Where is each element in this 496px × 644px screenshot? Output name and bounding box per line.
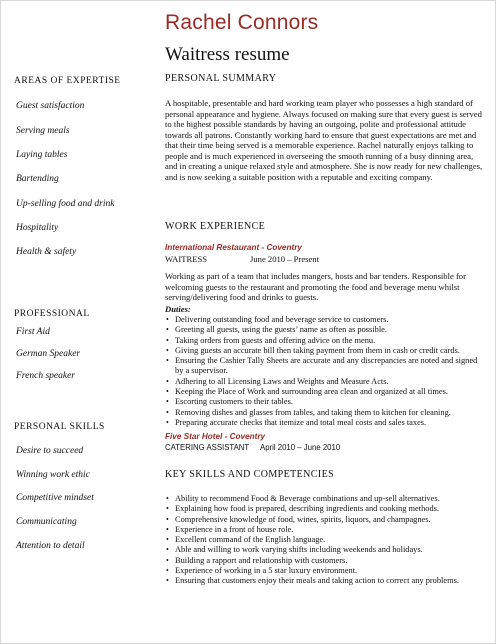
duty-item: • Keeping the Place of Work and surrounding area clean and organized at all times. xyxy=(165,387,487,397)
professional-item: First Aid xyxy=(16,327,50,337)
duty-item: • Removing dishes and glasses from tables, and taking them to kitchen for cleaning. xyxy=(165,408,487,418)
candidate-name: Rachel Connors xyxy=(165,11,319,34)
skills-heading: KEY SKILLS AND COMPETENCIES xyxy=(165,469,335,480)
duty-item: • Delivering outstanding food and beverage service to customers. xyxy=(165,315,487,325)
duties-label: Duties: xyxy=(165,304,191,314)
duty-item: • Ensuring the Cashier Tally Sheets are accurate and any discrepancies are noted and signed by a supervisor. xyxy=(165,356,487,377)
summary-text: A hospitable, presentable and hard working team player who possesses a high standard of personal appearance and hygiene. Always focused on making sure that every guest is served to the highest possible standards by having an outgoing, polite and professional attitude towards all patrons. Constantly working hard to ensure that guest expectations are met and that their time being served is a memorable experience. Rachel naturally enjoys talking to people and is much experienced in overseeing the smooth running of a busy dinning area, and in creating a unique relaxed style and atmosphere. She is now ready for new challenges, and is now seeking a suitable position with a reputable and exciting company. xyxy=(165,98,483,182)
skill-item: • Explaining how food is prepared, describing ingredients and cooking methods. xyxy=(165,504,487,514)
duty-item: • Greeting all guests, using the guests’ name as often as possible. xyxy=(165,325,487,335)
duty-item: • Escorting customers to their tables. xyxy=(165,397,487,407)
experience-heading: WORK EXPERIENCE xyxy=(165,221,266,232)
expertise-heading: AREAS OF EXPERTISE xyxy=(14,76,121,86)
personal-item: Attention to detail xyxy=(16,541,85,551)
skill-item: • Ability to recommend Food & Beverage combinations and up-sell alternatives. xyxy=(165,494,487,504)
resume-subtitle: Waitress resume xyxy=(165,44,290,65)
personal-item: Desire to succeed xyxy=(16,446,84,456)
summary-heading: PERSONAL SUMMARY xyxy=(165,73,277,84)
expertise-item: Up-selling food and drink xyxy=(16,199,115,209)
personal-item: Winning work ethic xyxy=(16,470,90,480)
expertise-item: Serving meals xyxy=(16,126,70,136)
professional-item: German Speaker xyxy=(16,349,81,359)
job2-role: CATERING ASSISTANT xyxy=(165,443,250,452)
skill-item: • Able and willing to work varying shifts including weekends and holidays. xyxy=(165,545,487,555)
expertise-item: Guest satisfaction xyxy=(16,101,85,111)
expertise-item: Bartending xyxy=(16,174,59,184)
job1-role: WAITRESS xyxy=(165,254,208,264)
duty-item: • Taking orders from guests and offering advice on the menu. xyxy=(165,336,487,346)
job1-role-line xyxy=(165,254,319,264)
professional-item: French speaker xyxy=(16,371,75,381)
expertise-item: Health & safety xyxy=(16,247,77,257)
sidebar xyxy=(0,0,150,644)
job2-employer: Five Star Hotel - Coventry xyxy=(165,432,266,441)
skill-item: • Ensuring that customers enjoy their meals and taking action to correct any problems. xyxy=(165,576,487,586)
skill-item: • Building a rapport and relationship with customers. xyxy=(165,556,487,566)
duties-list xyxy=(165,315,487,428)
job2-role-line xyxy=(165,443,341,452)
job2-dates: April 2010 – June 2010 xyxy=(260,443,341,452)
duty-item: • Preparing accurate checks that itemize and total meal costs and sales taxes. xyxy=(165,418,487,428)
skill-item: • Experience of working in a 5 star luxury environment. xyxy=(165,566,487,576)
job1-employer: International Restaurant - Coventry xyxy=(165,243,302,252)
expertise-item: Laying tables xyxy=(16,150,68,160)
personal-item: Competitive mindset xyxy=(16,493,94,503)
skills-list xyxy=(165,494,487,587)
expertise-item: Hospitality xyxy=(16,223,59,233)
professional-heading: PROFESSIONAL xyxy=(14,309,90,319)
job1-description: Working as part of a team that includes mangers, hosts and bar tenders. Responsible for welcoming guests to the restaurant and promoting the food and beverage menu whilst serving/delivering food and drinks to guests. xyxy=(165,271,466,302)
personal-heading: PERSONAL SKILLS xyxy=(14,422,105,432)
personal-item: Communicating xyxy=(16,517,77,527)
skill-item: • Excellent command of the English language. xyxy=(165,535,487,545)
skill-item: • Comprehensive knowledge of food, wines, spirits, liquors, and champagnes. xyxy=(165,515,487,525)
job1-dates: June 2010 – Present xyxy=(250,254,319,264)
duty-item: • Giving guests an accurate bill then taking payment from them in cash or credit cards. xyxy=(165,346,487,356)
duty-item: • Adhering to all Licensing Laws and Weights and Measure Acts. xyxy=(165,377,487,387)
skill-item: • Experience in a front of house role. xyxy=(165,525,487,535)
